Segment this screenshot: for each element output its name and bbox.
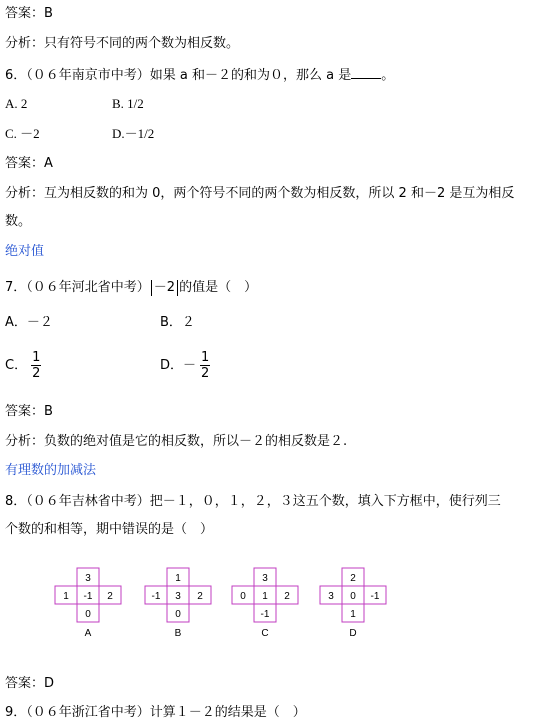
cross-grid-d	[320, 568, 386, 639]
cross-value-left: 0	[240, 591, 246, 602]
option-c-label: C．	[5, 358, 28, 373]
cross-label: A	[84, 628, 92, 639]
option-c: C. －2	[5, 126, 40, 141]
cross-value-center: -1	[83, 591, 93, 602]
section-heading-rational-addition: 有理数的加减法	[5, 463, 97, 478]
fraction-denominator: 2	[32, 366, 41, 381]
cross-value-right: -1	[370, 591, 380, 602]
question-7	[5, 280, 257, 296]
option-a: A．－２	[5, 315, 53, 330]
cross-diagrams	[0, 560, 544, 670]
fraction-denominator: 2	[201, 366, 210, 381]
cross-value-bottom: -1	[260, 609, 270, 620]
fraction-numerator: 1	[32, 350, 41, 365]
answer-blank	[351, 66, 381, 79]
cross-grid-b	[145, 568, 211, 639]
cross-label: B	[174, 628, 182, 639]
cross-value-right: 2	[107, 591, 113, 602]
cross-value-bottom: 1	[350, 609, 356, 620]
option-a: A. 2	[5, 96, 28, 111]
cross-value-left: 3	[328, 591, 334, 602]
cross-value-top: 1	[175, 573, 181, 584]
answer-line: 答案：D	[5, 676, 55, 691]
cross-value-center: 1	[262, 591, 268, 602]
question-6-text: 6．（０６年南京市中考）如果 a 和－２的和为０，那么 a 是	[5, 68, 352, 83]
absolute-value-expression: －2	[151, 280, 178, 296]
cross-value-right: 2	[197, 591, 203, 602]
option-b: B. 1/2	[112, 96, 144, 111]
question-8-cont: 个数的和相等，期中错误的是（ ）	[5, 522, 214, 537]
answer-line: 答案：B	[5, 404, 53, 419]
option-c	[5, 350, 41, 381]
cross-value-bottom: 0	[85, 609, 91, 620]
question-8: 8．（０６年吉林省中考）把－１，０，１，２，３这五个数，填入下方框中，使行列三	[5, 494, 501, 509]
cross-value-center: 0	[350, 591, 356, 602]
cross-grid-a	[55, 568, 121, 639]
question-6	[5, 66, 394, 84]
cross-value-top: 3	[262, 573, 268, 584]
cross-value-right: 2	[284, 591, 290, 602]
cross-label: D	[349, 628, 357, 639]
option-d-label: D．－	[160, 358, 197, 373]
option-d	[160, 350, 210, 381]
fraction	[31, 350, 41, 381]
cross-value-top: 3	[85, 573, 91, 584]
option-d: D.－1/2	[112, 126, 155, 141]
question-9: 9．（０６年浙江省中考）计算１－２的结果是（ ）	[5, 705, 306, 720]
analysis-line: 分析：互为相反数的和为 0，两个符号不同的两个数为相反数，所以 2 和－2 是互为相反	[5, 186, 515, 201]
answer-line: 答案：B	[5, 6, 53, 21]
analysis-line: 分析：只有符号不同的两个数为相反数。	[5, 36, 240, 51]
cross-value-left: 1	[63, 591, 69, 602]
section-heading-absolute-value: 绝对值	[5, 244, 45, 259]
fraction-numerator: 1	[201, 350, 210, 365]
question-7-text: 7．（０６年河北省中考）	[5, 280, 150, 295]
cross-value-bottom: 0	[175, 609, 181, 620]
analysis-line-cont: 数。	[5, 214, 32, 229]
cross-value-top: 2	[350, 573, 356, 584]
cross-value-center: 3	[175, 591, 181, 602]
cross-label: C	[261, 628, 269, 639]
cross-grid-c	[232, 568, 298, 639]
answer-line: 答案：A	[5, 156, 53, 171]
fraction	[200, 350, 210, 381]
analysis-line: 分析：负数的绝对值是它的相反数，所以－２的相反数是２.	[5, 434, 348, 449]
option-b: B．２	[160, 315, 195, 330]
question-6-end: 。	[381, 68, 395, 83]
question-7-end: 的值是（ ）	[179, 280, 258, 295]
cross-value-left: -1	[151, 591, 161, 602]
